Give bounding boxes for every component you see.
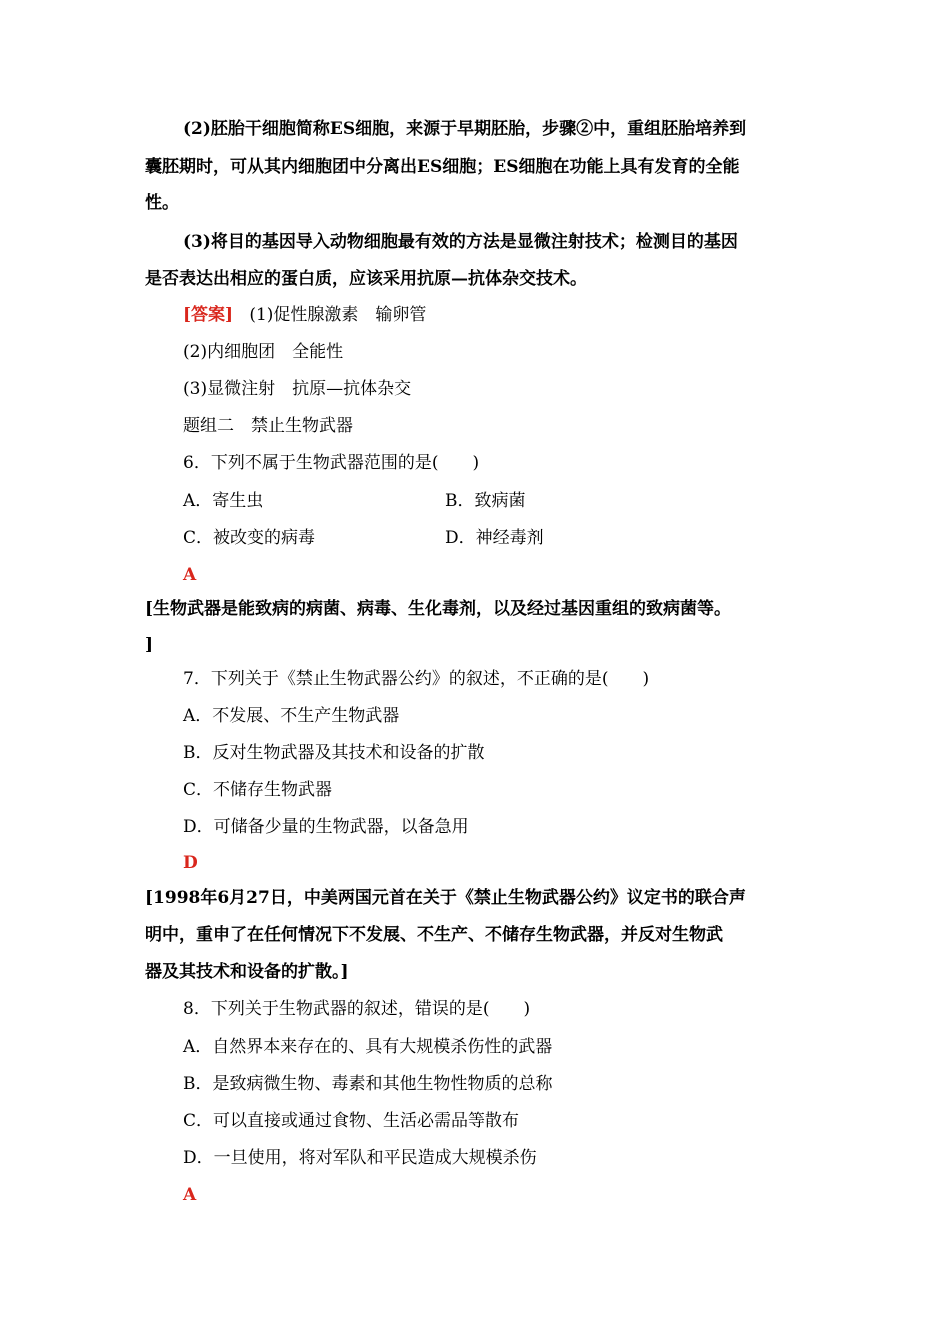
option-d: D．可储备少量的生物武器，以备急用	[183, 817, 469, 837]
question-8-answer: A	[183, 1185, 197, 1205]
option-b: B．反对生物武器及其技术和设备的扩散	[183, 743, 485, 763]
answer-part-3: (3)显微注射 抗原—抗体杂交	[183, 379, 412, 399]
option-a: A．自然界本来存在的、具有大规模杀伤性的武器	[183, 1037, 553, 1057]
explanation-line: 是否表达出相应的蛋白质，应该采用抗原—抗体杂交技术。	[145, 269, 587, 289]
group-title: 题组二 禁止生物武器	[183, 416, 353, 436]
explanation-line: (2)胚胎干细胞简称ES细胞，来源于早期胚胎，步骤②中，重组胚胎培养到	[183, 119, 747, 139]
explanation-line: 器及其技术和设备的扩散。]	[145, 962, 349, 982]
option-c: C．可以直接或通过食物、生活必需品等散布	[183, 1111, 520, 1131]
option-c: C．被改变的病毒	[183, 528, 316, 548]
option-b: B．致病菌	[445, 491, 526, 511]
explanation-line: (3)将目的基因导入动物细胞最有效的方法是显微注射技术；检测目的基因	[183, 232, 738, 252]
question-8-stem: 8．下列关于生物武器的叙述，错误的是( )	[183, 999, 531, 1019]
option-row	[183, 490, 263, 512]
explanation-line: 囊胚期时，可从其内细胞团中分离出ES细胞；ES细胞在功能上具有发育的全能	[145, 157, 740, 177]
option-b: B．是致病微生物、毒素和其他生物性物质的总称	[183, 1074, 553, 1094]
option-a: A．寄生虫	[183, 491, 264, 511]
explanation-line: 性。	[145, 193, 179, 213]
answer-part-1: (1)促性腺激素 输卵管	[249, 305, 427, 325]
option-a: A．不发展、不生产生物武器	[183, 706, 400, 726]
option-c: C．不储存生物武器	[183, 780, 333, 800]
question-7-stem: 7．下列关于《禁止生物武器公约》的叙述，不正确的是( )	[183, 669, 650, 689]
option-d: D．神经毒剂	[445, 528, 544, 548]
explanation-line: [1998年6月27日，中美两国元首在关于《禁止生物武器公约》议定书的联合声	[145, 888, 746, 908]
answer-block	[183, 304, 426, 326]
option-d: D．一旦使用，将对军队和平民造成大规模杀伤	[183, 1148, 537, 1168]
answer-part-2: (2)内细胞团 全能性	[183, 342, 344, 362]
question-6-stem: 6．下列不属于生物武器范围的是( )	[183, 453, 480, 473]
answer-label: [答案]	[183, 305, 234, 325]
question-6-answer: A	[183, 565, 197, 585]
explanation-line: ]	[145, 635, 154, 655]
question-7-answer: D	[183, 853, 198, 873]
explanation-line: [生物武器是能致病的病菌、病毒、生化毒剂，以及经过基因重组的致病菌等。	[145, 599, 732, 619]
explanation-line: 明中，重申了在任何情况下不发展、不生产、不储存生物武器，并反对生物武	[145, 925, 723, 945]
